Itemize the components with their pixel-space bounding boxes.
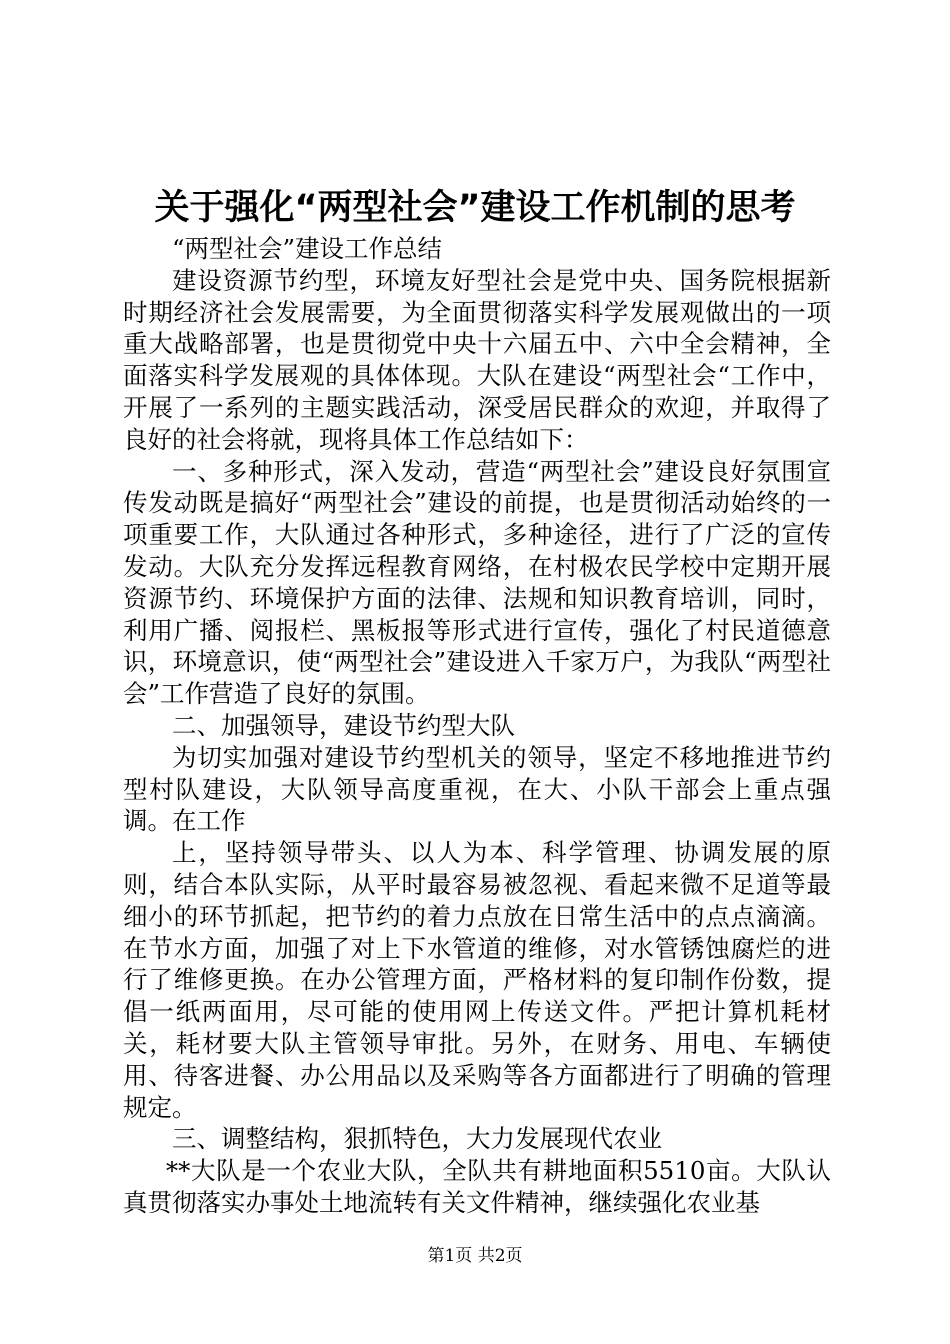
paragraph-subtitle: “两型社会”建设工作总结 (172, 234, 443, 263)
paragraph-section-1: 一、多种形式，深入发动，营造“两型社会”建设良好氛围宣传发动既是搞好“两型社会”建设的前提，也是贯彻活动始终的一项重要工作，大队通过各种形式，多种途径，进行了广泛的宣传发动。大队充分发挥远程教育网络，在村极农民学校中定期开展资源节约、环境保护方面的法律、法规和知识教育培训，同时，利用广播、阅报栏、黑板报等形式进行宣传，强化了村民道德意识，环境意识，使“两型社会”建设进入千家万户，为我队“两型社会”工作营造了良好的氛围。 (123, 456, 831, 709)
document-title: 关于强化“两型社会”建设工作机制的思考 (154, 188, 796, 228)
paragraph-section-2a: 为切实加强对建设节约型机关的领导，坚定不移地推进节约型村队建设，大队领导高度重视，在大、小队干部会上重点强调。在工作 (123, 742, 831, 836)
paragraph-heading-3: 三、调整结构，狠抓特色，大力发展现代农业 (172, 1124, 662, 1154)
page-number-footer: 第1页 共2页 (427, 1246, 523, 1266)
document-body (123, 233, 831, 1219)
paragraph-section-3: **大队是一个农业大队，全队共有耕地面积5510亩。大队认真贯彻落实办事处土地流转有关文件精神，继续强化农业基 (123, 1156, 831, 1217)
paragraph-intro: 建设资源节约型，环境友好型社会是党中央、国务院根据新时期经济社会发展需要，为全面贯彻落实科学发展观做出的一项重大战略部署，也是贯彻党中央十六届五中、六中全会精神，全面落实科学发展观的具体体现。大队在建设“两型社会“工作中，开展了一系列的主题实践活动，深受居民群众的欢迎，并取得了良好的社会将就，现将具体工作总结如下： (123, 265, 831, 454)
paragraph-heading-2: 二、加强领导，建设节约型大队 (172, 710, 515, 740)
paragraph-section-2b: 上，坚持领导带头、以人为本、科学管理、协调发展的原则，结合本队实际，从平时最容易被忽视、看起来微不足道等最细小的环节抓起，把节约的着力点放在日常生活中的点点滴滴。在节水方面，加强了对上下水管道的维修，对水管锈蚀腐烂的进行了维修更换。在办公管理方面，严格材料的复印制作份数，提倡一纸两面用，尽可能的使用网上传送文件。严把计算机耗材关，耗材要大队主管领导审批。另外，在财务、用电、车辆使用、待客进餐、办公用品以及采购等各方面都进行了明确的管理规定。 (123, 838, 831, 1122)
